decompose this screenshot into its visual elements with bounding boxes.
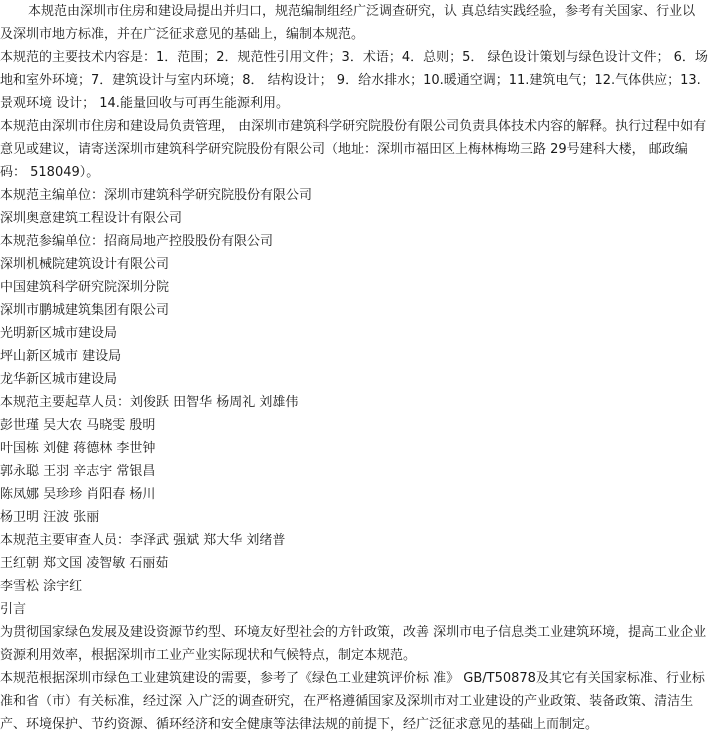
drafters-line: 叶国栋 刘健 蒋德林 李世钟 <box>0 441 156 456</box>
drafters-line: 陈凤娜 吴珍珍 肖阳春 杨川 <box>0 487 156 502</box>
participating-unit-7: 龙华新区城市建设局 <box>0 372 118 387</box>
reviewers-line: 李雪松 涂宇红 <box>0 579 83 594</box>
participating-unit: 本规范参编单位：招商局地产控股股份有限公司 <box>0 234 274 249</box>
participating-unit-6: 坪山新区城市 建设局 <box>0 349 122 364</box>
introduction-paragraph: 为贯彻国家绿色发展及建设资源节约型、环境友好型社会的方针政策，改善 深圳市电子信息类工业建筑环境，提高工业企业资源利用效率，根据深圳市工业产业实际现状和气候特点，制定本规范。 <box>0 625 707 663</box>
drafters-line: 彭世瑾 吴大农 马晓雯 殷明 <box>0 418 156 433</box>
preface-paragraph: 本规范由深圳市住房和建设局提出并归口，规范编制组经广泛调查研究，认 真总结实践经验，参考有关国家、行业以及深圳市地方标准，并在广泛征求意见的基础上，编制本规范。 <box>0 4 696 42</box>
reviewers-line: 本规范主要审查人员：李泽武 强斌 郑大华 刘绪普 <box>0 533 286 548</box>
chief-editor-unit: 本规范主编单位：深圳市建筑科学研究院股份有限公司 <box>0 188 313 203</box>
participating-unit-5: 光明新区城市建设局 <box>0 326 118 341</box>
drafters-line: 杨卫明 汪波 张丽 <box>0 510 100 525</box>
participating-unit-4: 深圳市鹏城建筑集团有限公司 <box>0 303 170 318</box>
participating-unit-2: 深圳机械院建筑设计有限公司 <box>0 257 170 272</box>
basis-paragraph: 本规范根据深圳市绿色工业建筑建设的需要，参考了《绿色工业建筑评价标 准》 GB/T50878及其它有关国家标准、行业标准和省（市）有关标准，经过深 入广泛的调查研究，在严格遵循国家及深圳市对工业建设的产业政策、装备政策、清洁生产、环境保护、节约资源、循环经济和安全健康等法律法规的前提下，经广泛征求意见的基础上而制定。 <box>0 671 705 732</box>
technical-content-paragraph: 本规范的主要技术内容是：1．范围；2．规范性引用文件；3．术语；4．总则；5． 绿色设计策划与绿色设计文件； 6．场地和室外环境；7．建筑设计与室内环境；8． 结构设计； 9．给水排水；10.暖通空调；11.建筑电气；12.气体供应；13.景观环境 设计； 14.能量回收与可再生能源利用。 <box>0 50 708 111</box>
drafters-line: 本规范主要起草人员：刘俊跃 田智华 杨周礼 刘雄伟 <box>0 395 299 410</box>
reviewers-line: 王红朝 郑文国 凌智敏 石丽茹 <box>0 556 169 571</box>
participating-unit-3: 中国建筑科学研究院深圳分院 <box>0 280 170 295</box>
drafters-line: 郭永聪 王羽 辛志宇 常银昌 <box>0 464 156 479</box>
management-paragraph: 本规范由深圳市住房和建设局负责管理， 由深圳市建筑科学研究院股份有限公司负责具体技术内容的解释。执行过程中如有意见或建议，请寄送深圳市建筑科学研究院股份有限公司（地址：深圳市福田区上梅林梅坳三路 29号建科大楼， 邮政编码： 518049）。 <box>0 119 707 180</box>
section-heading-introduction: 引言 <box>0 602 27 617</box>
chief-editor-unit-2: 深圳奥意建筑工程设计有限公司 <box>0 211 183 226</box>
